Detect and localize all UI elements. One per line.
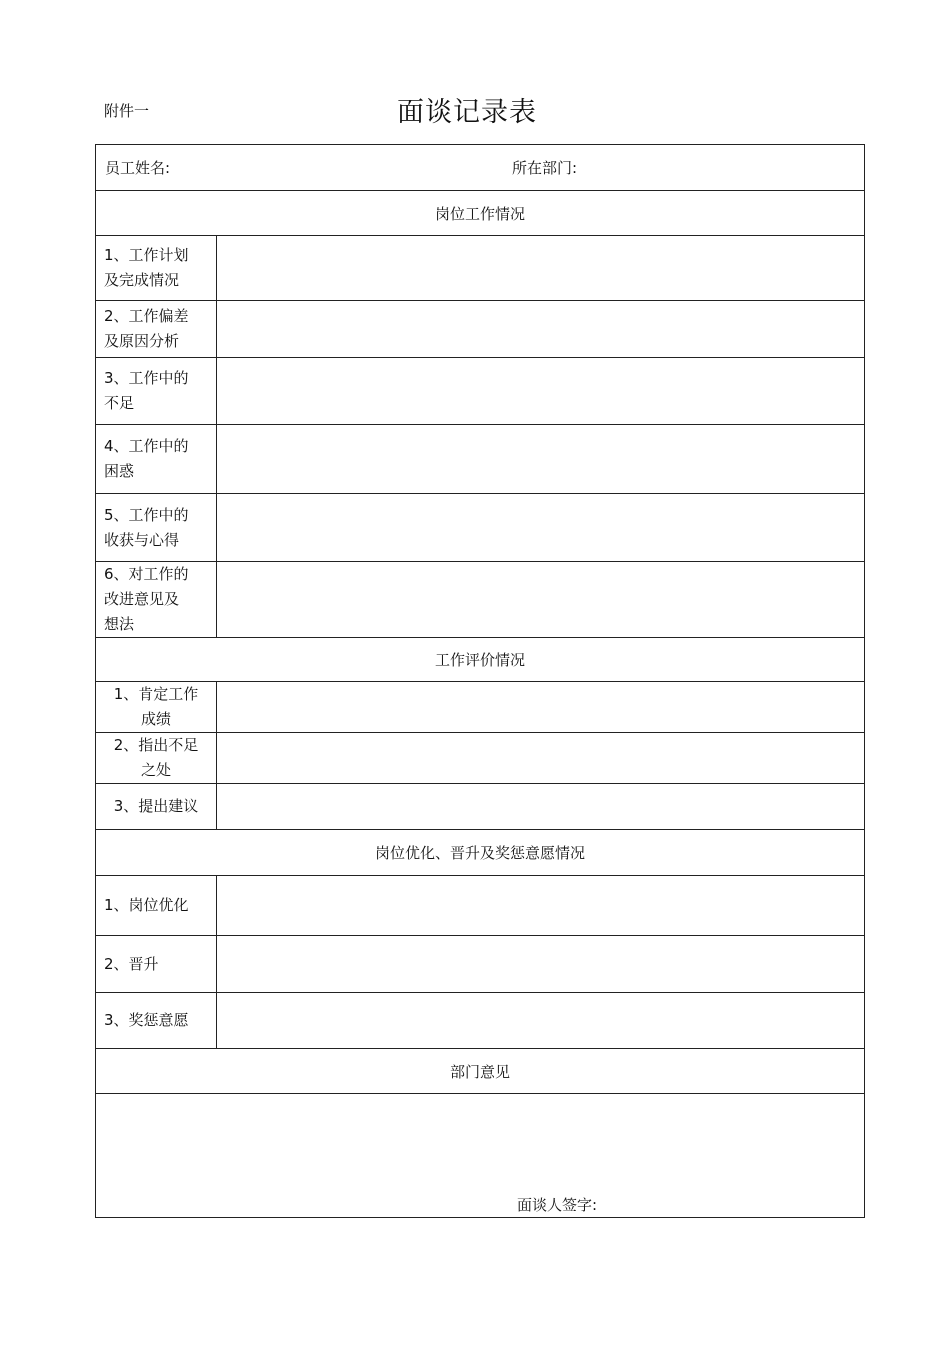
row-label: 3、提出建议 <box>96 784 217 830</box>
section-heading-evaluation: 工作评价情况 <box>96 638 865 682</box>
answer-cell[interactable] <box>217 562 865 638</box>
department-opinion-cell[interactable] <box>96 1094 865 1218</box>
row-label: 3、奖惩意愿 <box>96 993 217 1049</box>
table-row <box>96 993 865 1049</box>
table-row <box>96 236 865 301</box>
row-label: 1、岗位优化 <box>96 876 217 936</box>
section-heading-job-work: 岗位工作情况 <box>96 191 865 236</box>
row-label: 2、工作偏差 及原因分析 <box>96 301 217 358</box>
department-label: 所在部门: <box>512 158 578 177</box>
section-heading-row <box>96 638 865 682</box>
section-heading-row <box>96 830 865 876</box>
answer-cell[interactable] <box>217 733 865 784</box>
row-label: 1、肯定工作 成绩 <box>96 682 217 733</box>
row-label: 2、指出不足 之处 <box>96 733 217 784</box>
department-opinion-row <box>96 1094 865 1218</box>
answer-cell[interactable] <box>217 936 865 993</box>
table-row <box>96 936 865 993</box>
answer-cell[interactable] <box>217 494 865 562</box>
info-row <box>96 145 865 191</box>
table-row <box>96 425 865 494</box>
answer-cell[interactable] <box>217 301 865 358</box>
page-title: 面谈记录表 <box>397 97 537 128</box>
table-row <box>96 358 865 425</box>
table-row <box>96 876 865 936</box>
section-heading-department-opinion: 部门意见 <box>96 1049 865 1094</box>
table-row <box>96 733 865 784</box>
answer-cell[interactable] <box>217 682 865 733</box>
table-row <box>96 562 865 638</box>
table-row <box>96 784 865 830</box>
section-heading-row <box>96 1049 865 1094</box>
row-label: 2、晋升 <box>96 936 217 993</box>
answer-cell[interactable] <box>217 784 865 830</box>
row-label: 1、工作计划 及完成情况 <box>96 236 217 301</box>
answer-cell[interactable] <box>217 425 865 494</box>
answer-cell[interactable] <box>217 876 865 936</box>
table-row <box>96 301 865 358</box>
section-heading-row <box>96 191 865 236</box>
attachment-label: 附件一 <box>104 102 150 120</box>
answer-cell[interactable] <box>217 236 865 301</box>
table-row <box>96 682 865 733</box>
employee-name-label: 员工姓名: <box>105 158 171 177</box>
answer-cell[interactable] <box>217 358 865 425</box>
interview-record-table <box>95 144 865 1218</box>
row-label: 6、对工作的 改进意见及 想法 <box>96 562 217 638</box>
row-label: 5、工作中的 收获与心得 <box>96 494 217 562</box>
table-row <box>96 494 865 562</box>
answer-cell[interactable] <box>217 993 865 1049</box>
interviewer-signature-label: 面谈人签字: <box>517 1196 598 1214</box>
row-label: 4、工作中的 困惑 <box>96 425 217 494</box>
section-heading-optimization: 岗位优化、晋升及奖惩意愿情况 <box>96 830 865 876</box>
row-label: 3、工作中的 不足 <box>96 358 217 425</box>
